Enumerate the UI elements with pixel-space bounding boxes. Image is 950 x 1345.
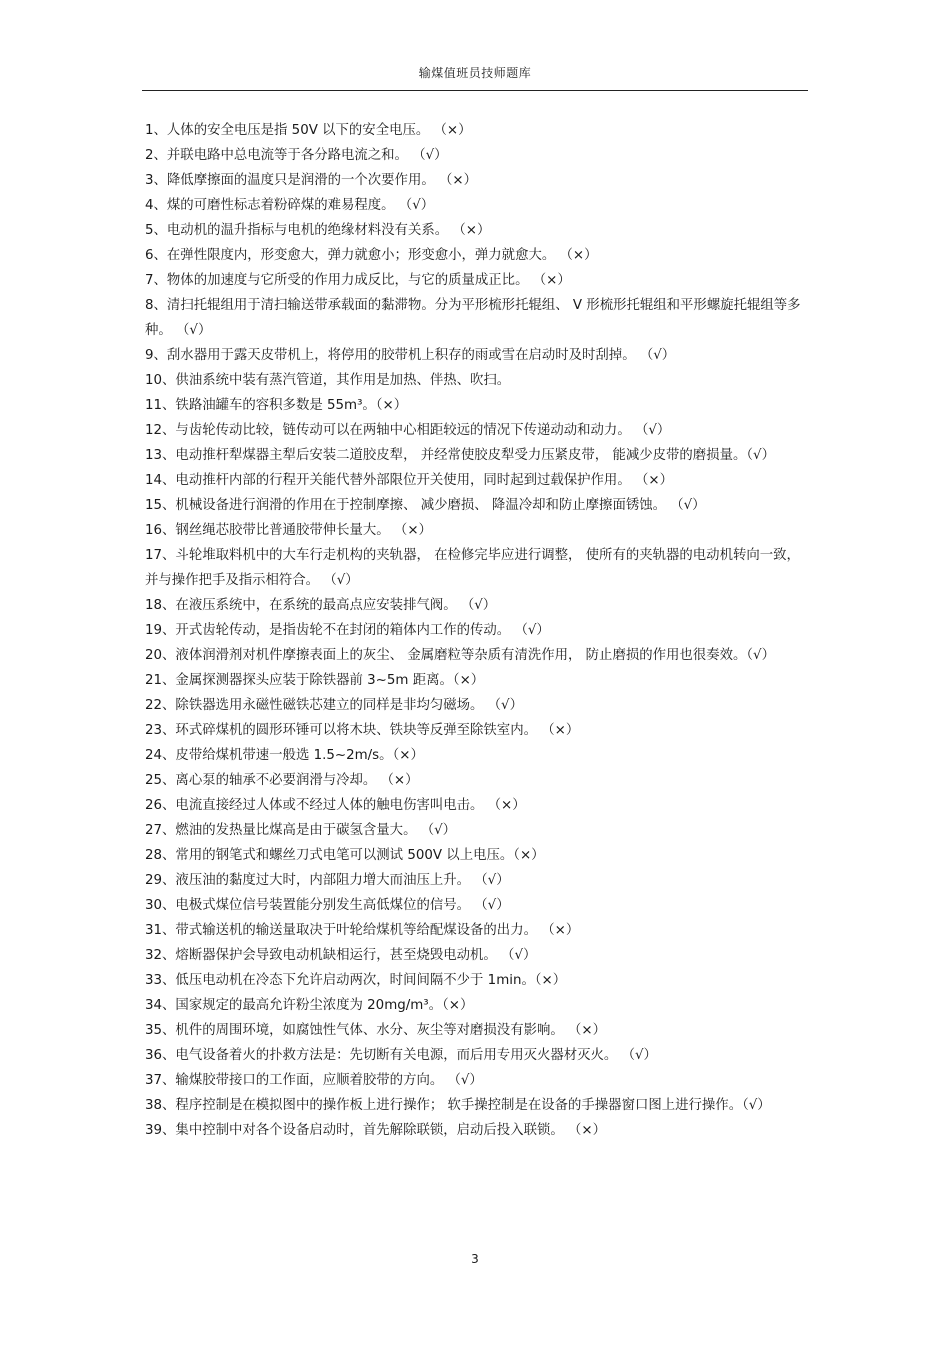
question-item: 36、电气设备着火的扑救方法是：先切断有关电源，而后用专用灭火器材灭火。 （√） <box>145 1048 657 1063</box>
question-item: 29、液压油的黏度过大时，内部阻力增大而油压上升。 （√） <box>145 873 510 888</box>
question-item: 30、电极式煤位信号装置能分别发生高低煤位的信号。 （√） <box>145 898 510 913</box>
question-item: 28、常用的钢笔式和螺丝刀式电笔可以测试 500V 以上电压。（×） <box>145 848 545 863</box>
question-item: 1、人体的安全电压是指 50V 以下的安全电压。 （×） <box>145 123 472 138</box>
question-item: 8、清扫托辊组用于清扫输送带承载面的黏滞物。分为平形梳形托辊组、 V 形梳形托辊组和平形螺旋托辊组等多种。 （√） <box>145 298 801 338</box>
question-item: 11、铁路油罐车的容积多数是 55m³。（×） <box>145 398 408 413</box>
question-item: 16、钢丝绳芯胶带比普通胶带伸长量大。 （×） <box>145 523 432 538</box>
question-item: 17、斗轮堆取料机中的大车行走机构的夹轨器， 在检修完毕应进行调整， 使所有的夹轨器的电动机转向一致，并与操作把手及指示相符合。 （√） <box>145 548 800 588</box>
header-divider <box>142 90 808 91</box>
question-item: 25、离心泵的轴承不必要润滑与冷却。 （×） <box>145 773 419 788</box>
question-item: 34、国家规定的最高允许粉尘浓度为 20mg/m³。（×） <box>145 998 474 1013</box>
question-item: 18、在液压系统中，在系统的最高点应安装排气阀。 （√） <box>145 598 497 613</box>
question-item: 14、电动推杆内部的行程开关能代替外部限位开关使用，同时起到过载保护作用。 （×） <box>145 473 673 488</box>
question-item: 20、液体润滑剂对机件摩擦表面上的灰尘、 金属磨粒等杂质有清洗作用， 防止磨损的作用也很奏效。（√） <box>145 648 775 663</box>
question-item: 39、集中控制中对各个设备启动时，首先解除联锁，启动后投入联锁。 （×） <box>145 1123 607 1138</box>
question-item: 33、低压电动机在冷态下允许启动两次，时间间隔不少于 1min。（×） <box>145 973 567 988</box>
page-header-title: 输煤值班员技师题库 <box>418 66 532 80</box>
page-number: 3 <box>471 1252 479 1266</box>
question-item: 5、电动机的温升指标与电机的绝缘材料没有关系。 （×） <box>145 223 491 238</box>
question-item: 19、开式齿轮传动，是指齿轮不在封闭的箱体内工作的传动。 （√） <box>145 623 550 638</box>
question-item: 12、与齿轮传动比较，链传动可以在两轴中心相距较远的情况下传递动动和动力。 （√） <box>145 423 671 438</box>
question-item: 2、并联电路中总电流等于各分路电流之和。 （√） <box>145 148 448 163</box>
question-item: 35、机件的周围环境，如腐蚀性气体、水分、灰尘等对磨损没有影响。 （×） <box>145 1023 607 1038</box>
question-item: 22、除铁器选用永磁性磁铁芯建立的同样是非均匀磁场。 （√） <box>145 698 523 713</box>
question-item: 27、燃油的发热量比煤高是由于碳氢含量大。 （√） <box>145 823 457 838</box>
question-item: 3、降低摩擦面的温度只是润滑的一个次要作用。 （×） <box>145 173 477 188</box>
question-item: 24、皮带给煤机带速一般选 1.5~2m/s。（×） <box>145 748 424 763</box>
question-item: 4、煤的可磨性标志着粉碎煤的难易程度。 （√） <box>145 198 435 213</box>
question-item: 32、熔断器保护会导致电动机缺相运行，甚至烧毁电动机。 （√） <box>145 948 537 963</box>
question-item: 7、物体的加速度与它所受的作用力成反比，与它的质量成正比。 （×） <box>145 273 571 288</box>
question-item: 21、金属探测器探头应装于除铁器前 3~5m 距离。（×） <box>145 673 485 688</box>
question-item: 9、刮水器用于露天皮带机上，将停用的胶带机上积存的雨或雪在启动时及时刮掉。 （√） <box>145 348 676 363</box>
question-item: 23、环式碎煤机的圆形环锤可以将木块、铁块等反弹至除铁室内。 （×） <box>145 723 580 738</box>
question-item: 26、电流直接经过人体或不经过人体的触电伤害叫电击。 （×） <box>145 798 526 813</box>
question-list <box>145 118 807 1143</box>
question-item: 13、电动推杆犁煤器主犁后安装二道胶皮犁， 并经常使胶皮犁受力压紧皮带， 能减少皮带的磨损量。（√） <box>145 448 775 463</box>
question-item: 31、带式输送机的输送量取决于叶轮给煤机等给配煤设备的出力。 （×） <box>145 923 580 938</box>
question-item: 6、在弹性限度内，形变愈大，弹力就愈小；形变愈小，弹力就愈大。 （×） <box>145 248 598 263</box>
question-item: 10、供油系统中装有蒸汽管道，其作用是加热、伴热、吹扫。 <box>145 373 511 388</box>
question-item: 38、程序控制是在模拟图中的操作板上进行操作； 软手操控制是在设备的手操器窗口图上进行操作。（√） <box>145 1098 771 1113</box>
question-item: 37、输煤胶带接口的工作面，应顺着胶带的方向。 （√） <box>145 1073 483 1088</box>
question-item: 15、机械设备进行润滑的作用在于控制摩擦、 减少磨损、 降温冷却和防止摩擦面锈蚀。 （√） <box>145 498 706 513</box>
